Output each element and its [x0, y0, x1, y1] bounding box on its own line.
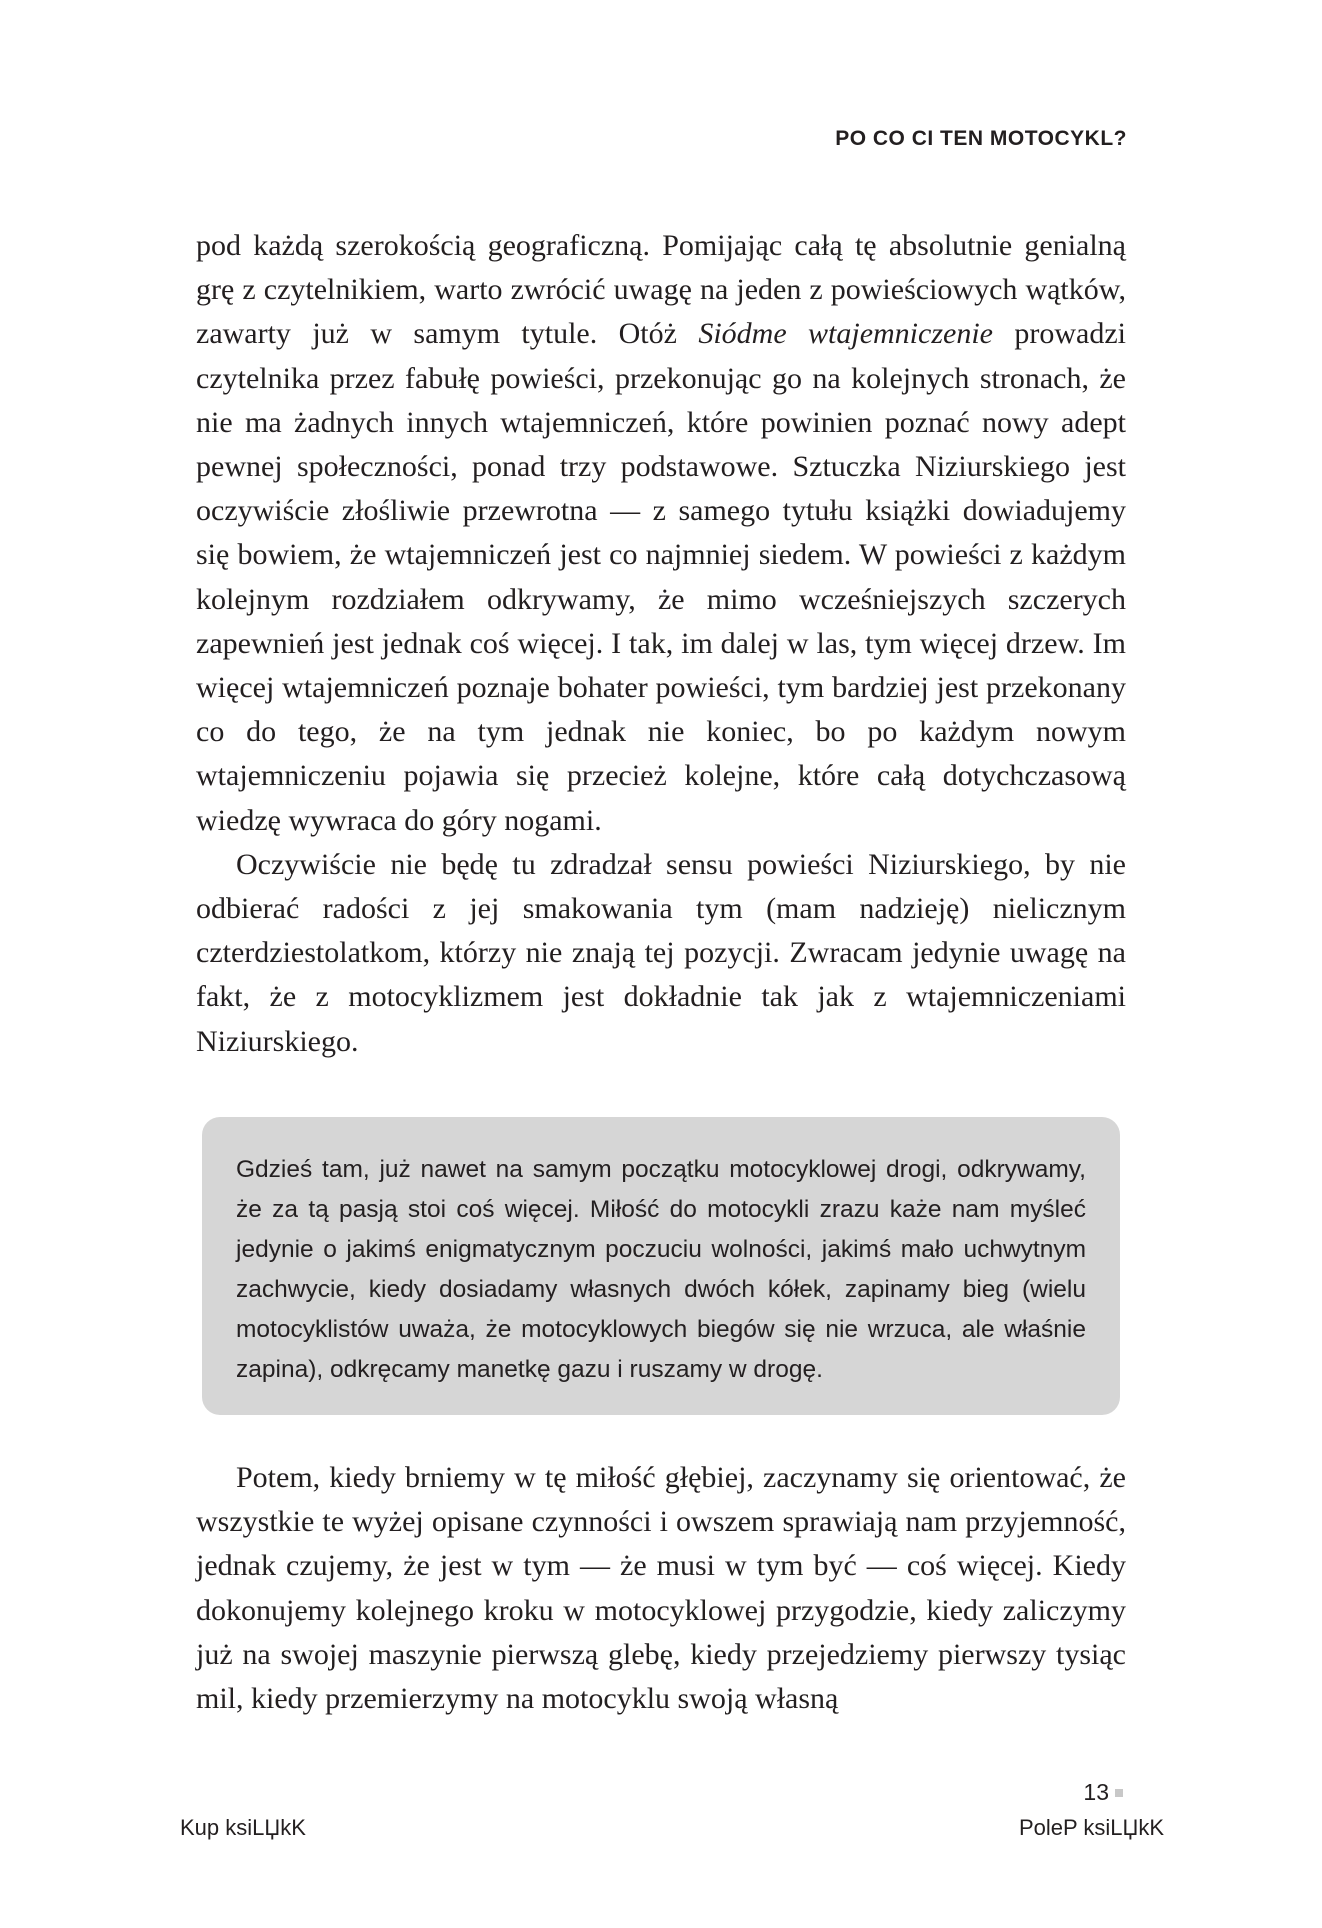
paragraph-1-start: pod każdą szerokością geograficzną. Pomijając całą tę absolutnie genialną grę z czytelnikiem, warto zwrócić uwagę na jeden z powieściowych wątków, zawarty już w samym tytule. Otóż [196, 229, 1126, 351]
paragraph-3: Potem, kiedy brniemy w tę miłość głębiej, zaczynamy się orientować, że wszystkie te wyżej opisane czynności i owszem sprawiają nam przyjemność, jednak czujemy, że jest w tym — że musi w tym być — coś więcej. Kiedy dokonujemy kolejnego kroku w motocyklowej przygodzie, kiedy zaliczymy już na swojej maszynie pierwszą glebę, kiedy przejedziemy pierwszy tysiąc mil, kiedy przemierzymy na motocyklu swoją własną [196, 1461, 1126, 1716]
callout-box [202, 1117, 1120, 1415]
page-number: 13 [1083, 1779, 1109, 1805]
running-head: PO CO CI TEN MOTOCYKL? [835, 127, 1127, 150]
footer-recommend-link[interactable]: PoleP ksiLЏkK [1018, 1815, 1164, 1840]
paragraph-1-end: prowadzi czytelnika przez fabułę powieści, przekonując go na kolejnych stronach, że nie ma żadnych innych wtajemniczeń, które powinien poznać nowy adept pewnej społeczności, ponad trzy podstawowe. Sztuczka Niziurskiego jest oczywiście złośliwie przewrotna — z samego tytułu książki dowiadujemy się bowiem, że wtajemniczeń jest co najmniej siedem. W powieści z każdym kolejnym rozdziałem odkrywamy, że mimo wcześniejszych szczerych zapewnień jest jednak coś więcej. I tak, im dalej w las, tym więcej drzew. Im więcej wtajemniczeń poznaje bohater powieści, tym bardziej jest przekonany co do tego, że na tym jednak nie koniec, bo po każdym nowym wtajemniczeniu pojawia się przecież kolejne, które całą dotychczasową wiedzę wywraca do góry nogami. [196, 317, 1126, 837]
body-text-top [196, 224, 1126, 1064]
callout-text: Gdzieś tam, już nawet na samym początku motocyklowej drogi, odkrywamy, że za tą pasją stoi coś więcej. Miłość do motocykli zrazu każe nam myśleć jedynie o jakimś enigmatycznym poczuciu wolności, jakimś mało uchwytnym zachwycie, kiedy dosiadamy własnych dwóch kółek, zapinamy bieg (wielu motocyklistów uważa, że motocyklowych biegów się nie wrzuca, ale właśnie zapina), odkręcamy manetkę gazu i ruszamy w drogę. [236, 1156, 1086, 1383]
book-title: Siódme wtajemniczenie [698, 317, 993, 351]
paragraph-2: Oczywiście nie będę tu zdradzał sensu powieści Niziurskiego, by nie odbierać radości z jej smakowania tym (mam nadzieję) nielicznym czterdziestolatkom, którzy nie znają tej pozycji. Zwracam jedynie uwagę na fakt, że z motocyklizmem jest dokładnie tak jak z wtajemniczeniami Niziurskiego. [196, 847, 1126, 1058]
page-number-marker [1115, 1789, 1123, 1797]
paragraph-1 [196, 224, 1126, 843]
footer-buy-link[interactable]: Kup ksiLЏkK [180, 1815, 306, 1840]
body-text-bottom [196, 1456, 1126, 1721]
